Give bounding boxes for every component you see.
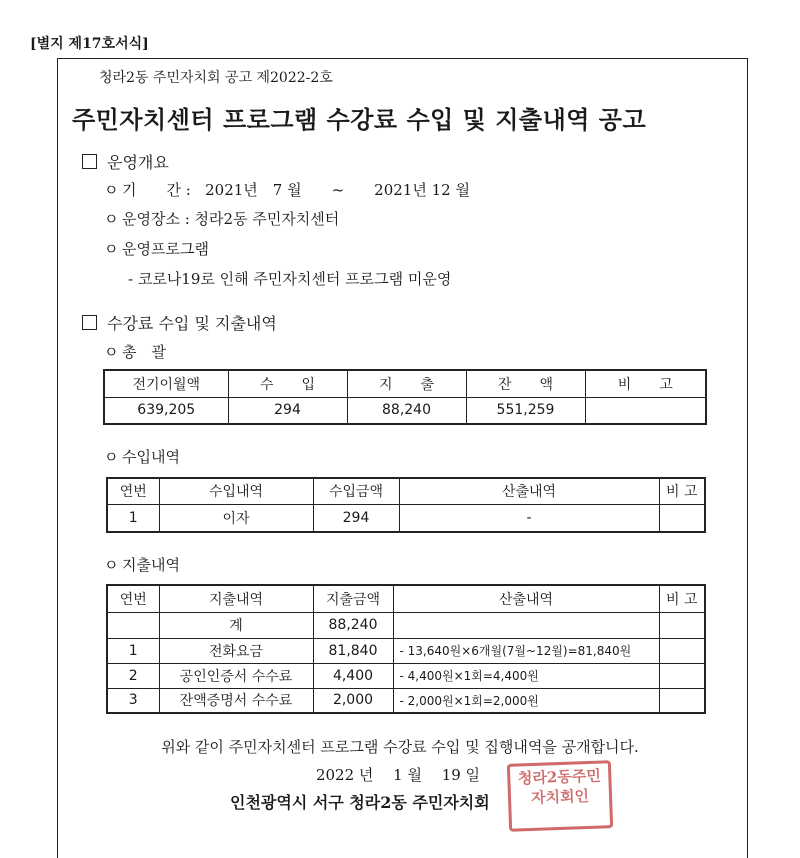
official-seal-icon [507,760,613,832]
income-cell: 이자 [159,504,313,532]
expense-cell: - 2,000원×1회=2,000원 [393,688,659,713]
summary-value-cell: 294 [228,397,347,424]
section-operation-label: 운영개요 [107,153,169,172]
expense-header-cell: 연번 [107,585,159,612]
summary-header-cell: 비 고 [585,370,706,397]
section-finance-heading [82,311,277,334]
circle-bullet-icon: ㅇ [104,210,119,228]
circle-bullet-icon: ㅇ [104,556,119,574]
expense-cell: 3 [107,688,159,713]
seal-text: 청라2동주민자치회인 [517,766,602,808]
circle-bullet-icon: ㅇ [104,240,119,258]
organization-name: 인천광역시 서구 청라2동 주민자치회 [230,793,490,812]
expense-cell: 2 [107,663,159,688]
expense-label-line [104,554,180,575]
expense-cell [659,612,705,638]
expense-cell [659,688,705,713]
expense-cell: 81,840 [313,638,393,663]
expense-cell: 잔액증명서 수수료 [159,688,313,713]
table-row [107,504,705,532]
page-title: 주민자치센터 프로그램 수강료 수입 및 지출내역 공고 [72,106,647,134]
section-finance-label: 수강료 수입 및 지출내역 [107,314,277,333]
table-row [107,688,705,713]
circle-bullet-icon: ㅇ [104,448,119,466]
expense-header-cell: 산출내역 [393,585,659,612]
income-header-row [107,478,705,504]
expense-cell: 공인인증서 수수료 [159,663,313,688]
checkbox-square-icon [82,154,97,169]
program-note: - 코로나19로 인해 주민자치센터 프로그램 미운영 [128,270,452,288]
closing-statement: 위와 같이 주민자치센터 프로그램 수강료 수입 및 집행내역을 공개합니다. [161,738,639,756]
program-label: 운영프로그램 [122,240,209,258]
income-header-cell: 수입내역 [159,478,313,504]
form-label: [별지 제17호서식] [30,36,149,52]
summary-label: 총 괄 [122,343,166,361]
summary-value-cell: 88,240 [347,397,466,424]
expense-cell [393,612,659,638]
income-cell: 294 [313,504,399,532]
section-operation-heading [82,150,169,173]
checkbox-square-icon [82,315,97,330]
expense-cell: 2,000 [313,688,393,713]
income-table [106,477,706,533]
place-line [104,208,339,229]
program-line [104,238,209,259]
place-text: 운영장소 : 청라2동 주민자치센터 [122,210,340,228]
expense-cell: - 4,400원×1회=4,400원 [393,663,659,688]
expense-cell [659,638,705,663]
income-label: 수입내역 [122,448,180,466]
income-header-cell: 산출내역 [399,478,659,504]
expense-header-cell: 지출내역 [159,585,313,612]
period-value: 2021년 7 월 ~ 2021년 12 월 [205,181,470,199]
income-cell: - [399,504,659,532]
income-header-cell: 연번 [107,478,159,504]
expense-cell [659,663,705,688]
expense-header-cell: 비 고 [659,585,705,612]
summary-value-cell [585,397,706,424]
summary-header-cell: 잔 액 [466,370,585,397]
income-cell: 1 [107,504,159,532]
expense-cell [107,612,159,638]
summary-header-cell: 지 출 [347,370,466,397]
expense-header-cell: 지출금액 [313,585,393,612]
income-label-line [104,446,180,467]
expense-cell: - 13,640원×6개월(7월~12월)=81,840원 [393,638,659,663]
circle-bullet-icon: ㅇ [104,343,119,361]
period-label: 기 간 : [122,181,191,199]
income-cell [659,504,705,532]
circle-bullet-icon: ㅇ [104,181,119,199]
expense-cell: 88,240 [313,612,393,638]
notice-date: 2022 년 1 월 19 일 [315,766,481,784]
table-row [107,663,705,688]
summary-header-cell: 수 입 [228,370,347,397]
summary-label-line [104,341,166,362]
expense-header-row [107,585,705,612]
expense-label: 지출내역 [122,556,180,574]
period-line [104,179,470,200]
summary-value-cell: 639,205 [104,397,228,424]
expense-cell: 4,400 [313,663,393,688]
summary-header-cell: 전기이월액 [104,370,228,397]
income-header-cell: 비 고 [659,478,705,504]
expense-cell: 계 [159,612,313,638]
income-header-cell: 수입금액 [313,478,399,504]
expense-cell: 전화요금 [159,638,313,663]
summary-value-cell: 551,259 [466,397,585,424]
summary-header-row [104,370,706,397]
table-row [107,638,705,663]
notice-number: 청라2동 주민자치회 공고 제2022-2호 [99,70,333,86]
expense-cell: 1 [107,638,159,663]
summary-value-row [104,397,706,424]
summary-table [103,369,707,425]
expense-table [106,584,706,714]
expense-total-row [107,612,705,638]
